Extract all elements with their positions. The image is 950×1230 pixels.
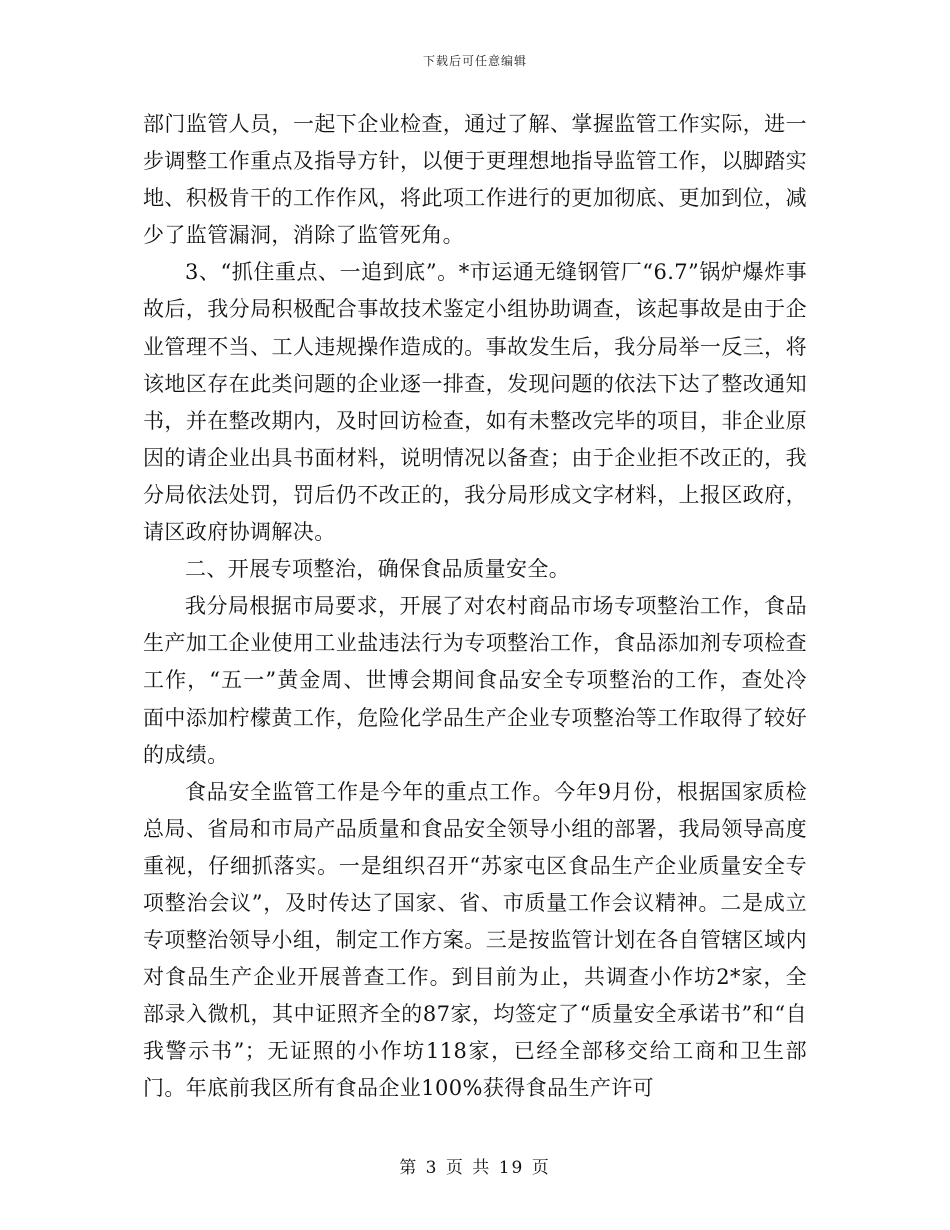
paragraph-2: 3、“抓住重点、一追到底”。*市运通无缝钢管厂“6.7”锅炉爆炸事故后，我分局积极配合事故技术鉴定小组协助调查，该起事故是由于企业管理不当、工人违规操作造成的。事故发生后，我分局举一反三，将该地区存在此类问题的企业逐一排查，发现问题的依法下达了整改通知书，并在整改期内，及时回访检查，如有未整改完毕的项目，非企业原因的请企业出具书面材料，说明情况以备查；由于企业拒不改正的，我分局依法处罚，罚后仍不改正的，我分局形成文字材料，上报区政府，请区政府协调解决。 xyxy=(143,260,807,545)
page-header: 下载后可任意编辑 xyxy=(422,54,527,68)
paragraph-3: 我分局根据市局要求，开展了对农村商品市场专项整治工作，食品生产加工企业使用工业盐违法行为专项整治工作，食品添加剂专项检查工作，“五一”黄金周、世博会期间食品安全专项整治的工作，查处冷面中添加柠檬黄工作，危险化学品生产企业专项整治等工作取得了较好的成绩。 xyxy=(143,594,807,767)
page-footer: 第 3 页 共 19 页 xyxy=(399,1158,551,1178)
section-heading: 二、开展专项整治，确保食品质量安全。 xyxy=(185,557,571,582)
document-body xyxy=(143,106,807,1108)
paragraph-4: 食品安全监管工作是今年的重点工作。今年9月份，根据国家质检总局、省局和市局产品质量和食品安全领导小组的部署，我局领导高度重视，仔细抓落实。一是组织召开“苏家屯区食品生产企业质量安全专项整治会议”，及时传达了国家、省、市质量工作会议精神。二是成立专项整治领导小组，制定工作方案。三是按监管计划在各自管辖区域内对食品生产企业开展普查工作。到目前为止，共调查小作坊2*家，全部录入微机，其中证照齐全的87家，均签定了“质量安全承诺书”和“自我警示书”；无证照的小作坊118家，已经全部移交给工商和卫生部门。年底前我区所有食品企业100%获得食品生产许可 xyxy=(143,779,807,1101)
paragraph-1: 部门监管人员，一起下企业检查，通过了解、掌握监管工作实际，进一步调整工作重点及指导方针，以便于更理想地指导监管工作，以脚踏实地、积极肯干的工作作风，将此项工作进行的更加彻底、更加到位，减少了监管漏洞，消除了监管死角。 xyxy=(143,112,807,248)
